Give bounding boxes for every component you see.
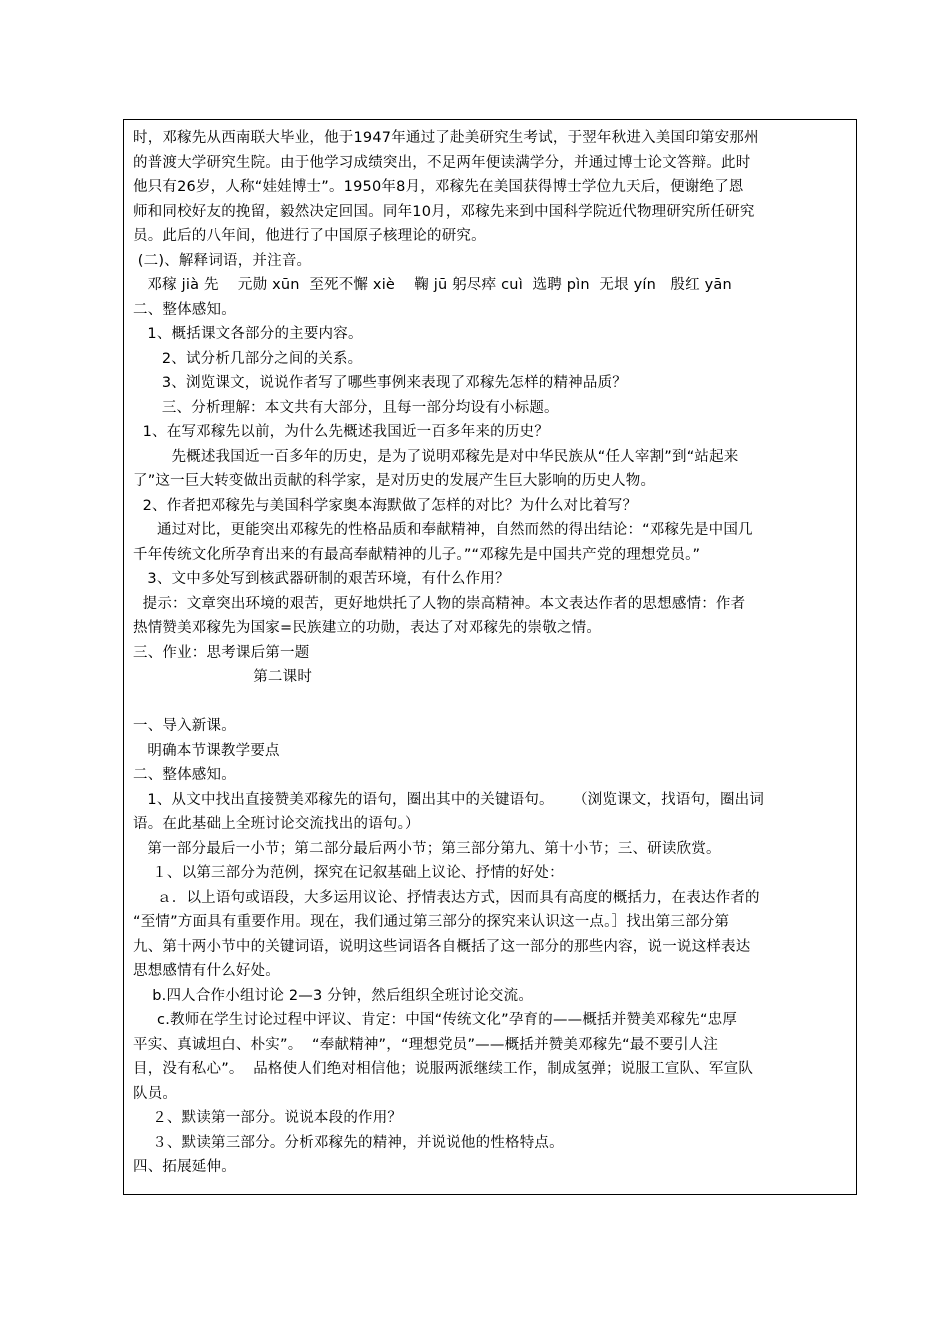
text-line: 先概述我国近一百多年的历史，是为了说明邓稼先是对中华民族从“任人宰割”到“站起来	[133, 448, 739, 465]
text-line: ２、默读第一部分。说说本段的作用？	[133, 1110, 403, 1126]
section-heading: (二)、解释词语，并注音。	[133, 252, 312, 269]
text-line: 的普渡大学研究生院。由于他学习成绩突出，不足两年便读满学分，并通过博士论文答辩。此时	[133, 154, 751, 171]
text-line: “至情”方面具有重要作用。现在，我们通过第三部分的探究来认识这一点。］找出第三部分第	[133, 914, 730, 930]
lesson-heading: 第二课时	[133, 669, 313, 685]
section-heading: 一、导入新课。	[133, 718, 236, 734]
section-heading: 四、拓展延伸。	[133, 1159, 236, 1175]
text-line: 思想感情有什么好处。	[133, 963, 280, 979]
text-line: 队员。	[133, 1085, 178, 1102]
text-line: １、以第三部分为范例，探究在记叙基础上议论、抒情的好处：	[133, 865, 564, 881]
section-heading: 二、整体感知。	[133, 767, 236, 783]
text-line: 2、试分析几部分之间的关系。	[133, 350, 363, 367]
blank-line	[133, 690, 849, 715]
text-line: b.四人合作小组讨论 2—3 分钟，然后组织全班讨论交流。	[133, 987, 534, 1004]
question-line: 2、作者把邓稼先与美国科学家奥本海默做了怎样的对比？为什么对比着写？	[133, 497, 638, 514]
vocab-line: 邓稼 jià 先 元勋 xūn 至死不懈 xiè 鞠 jū 躬尽瘁 cuì 选聘 pìn 无垠 yín 殷红 yān	[133, 277, 732, 293]
text-line: 九、第十两小节中的关键词语，说明这些词语各自概括了这一部分的那些内容，说一说这样表达	[133, 938, 751, 955]
text-line: 明确本节课教学要点	[133, 742, 280, 759]
question-line: 1、在写邓稼先以前，为什么先概述我国近一百多年来的历史？	[133, 424, 549, 440]
text-line: 通过对比，更能突出邓稼先的性格品质和奉献精神，自然而然的得出结论：“邓稼先是中国几	[133, 522, 753, 538]
text-line: 1、从文中找出直接赞美邓稼先的语句，圈出其中的关键语句。 （浏览课文，找语句，圈出词	[133, 791, 765, 808]
text-line: 3、浏览课文，说说作者写了哪些事例来表现了邓稼先怎样的精神品质？	[133, 375, 627, 391]
text-line: 师和同校好友的挽留，毅然决定回国。同年10月，邓稼先来到中国科学院近代物理研究所任研究	[133, 203, 755, 220]
text-line: 第一部分最后一小节；第二部分最后两小节；第三部分第九、第十小节；三、研读欣赏。	[133, 840, 721, 857]
lesson-plan-text	[133, 126, 849, 1180]
text-line: 时，邓稼先从西南联大毕业，他于1947年通过了赴美研究生考试，于翌年秋进入美国印第安那州	[133, 130, 759, 146]
text-line: 员。此后的八年间，他进行了中国原子核理论的研究。	[133, 228, 486, 244]
section-heading: 三、作业：思考课后第一题	[133, 644, 310, 661]
question-line: 3、文中多处写到核武器研制的艰苦环境，有什么作用？	[133, 571, 510, 587]
text-line: c.教师在学生讨论过程中评议、肯定：中国“传统文化”孕育的——概括并赞美邓稼先“忠厚	[133, 1012, 738, 1028]
text-line: ａ．以上语句或语段，大多运用议论、抒情表达方式，因而具有高度的概括力，在表达作者的	[133, 889, 760, 906]
text-line: 热情赞美邓稼先为国家=民族建立的功勋，表达了对邓稼先的崇敬之情。	[133, 620, 602, 636]
section-heading: 三、分析理解：本文共有大部分，且每一部分均设有小标题。	[133, 399, 559, 416]
text-line: 提示：文章突出环境的艰苦，更好地烘托了人物的崇高精神。本文表达作者的思想感情：作者	[133, 595, 746, 612]
text-line: 目，没有私心”。 品格使人们绝对相信他；说服两派继续工作，制成氢弹；说服工宣队、军宣队	[133, 1061, 754, 1077]
section-heading: 二、整体感知。	[133, 301, 236, 318]
text-line: ３、默读第三部分。分析邓稼先的精神，并说说他的性格特点。	[133, 1134, 564, 1151]
text-line: 语。在此基础上全班讨论交流找出的语句。）	[133, 816, 420, 832]
text-line: 平实、真诚坦白、朴实”。 “奉献精神”，“理想党员”——概括并赞美邓稼先“最不要引人注	[133, 1036, 719, 1053]
text-line: 他只有26岁，人称“娃娃博士”。1950年8月，邓稼先在美国获得博士学位九天后，便谢绝了恩	[133, 179, 744, 195]
text-line: 了”这一巨大转变做出贡献的科学家，是对历史的发展产生巨大影响的历史人物。	[133, 473, 656, 489]
text-line: 1、概括课文各部分的主要内容。	[133, 326, 363, 342]
text-line: 千年传统文化所孕育出来的有最高奉献精神的儿子。”“邓稼先是中国共产党的理想党员。”	[133, 546, 701, 563]
